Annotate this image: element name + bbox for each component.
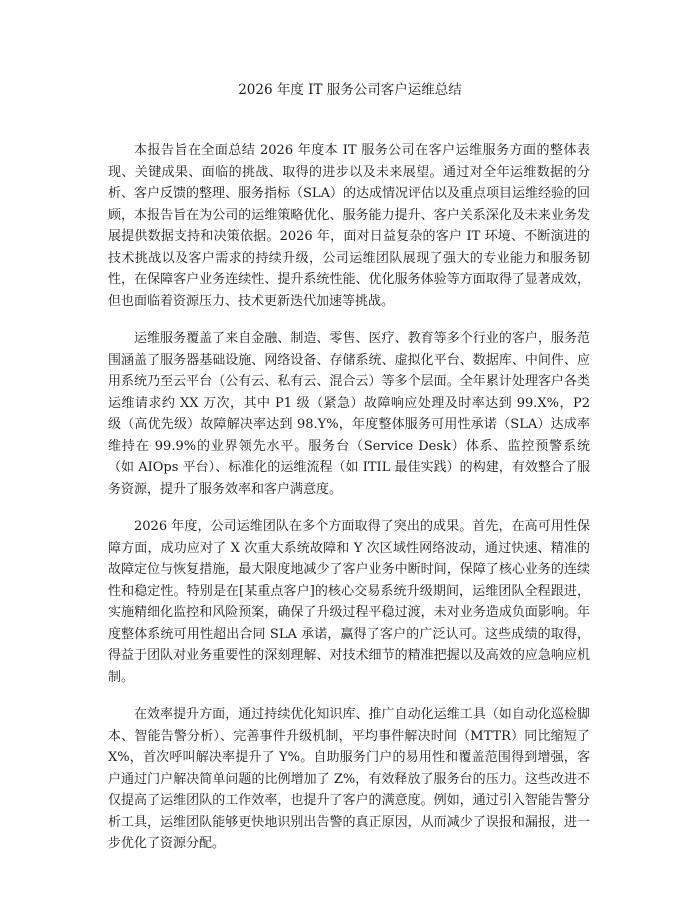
- document-body: [108, 140, 590, 871]
- paragraph-overview: 本报告旨在全面总结 2026 年度本 IT 服务公司在客户运维服务方面的整体表现、关键成果、面临的挑战、取得的进步以及未来展望。通过对全年运维数据的分析、客户反馈的整理、服务指标（SLA）的达成情况评估以及重点项目运维经验的回顾，本报告旨在为公司的运维策略优化、服务能力提升、客户关系深化及未来业务发展提供数据支持和决策依据。2026 年，面对日益复杂的客户 IT 环境、不断演进的技术挑战以及客户需求的持续升级，公司运维团队展现了强大的专业能力和服务韧性，在保障客户业务连续性、提升系统性能、优化服务体验等方面取得了显著成效，但也面临着资源压力、技术更新迭代加速等挑战。: [108, 143, 590, 309]
- paragraph-efficiency: 在效率提升方面，通过持续优化知识库、推广自动化运维工具（如自动化巡检脚本、智能告警分析）、完善事件升级机制，平均事件解决时间（MTTR）同比缩短了 X%，首次呼叫解决率提升了 Y%。自助服务门户的易用性和覆盖范围得到增强，客户通过门户解决简单问题的比例增加了 Z%，有效释放了服务台的压力。这些改进不仅提高了运维团队的工作效率，也提升了客户的满意度。例如，通过引入智能告警分析工具，运维团队能够更快地识别出告警的真正原因，从而减少了误报和漏报，进一步优化了资源分配。: [108, 707, 590, 851]
- paragraph-service-scope: 运维服务覆盖了来自金融、制造、零售、医疗、教育等多个行业的客户，服务范围涵盖了服务器基础设施、网络设备、存储系统、虚拟化平台、数据库、中间件、应用系统乃至云平台（公有云、私有云、混合云）等多个层面。全年累计处理客户各类运维请求约 XX 万次，其中 P1 级（紧急）故障响应处理及时率达到 99.X%，P2 级（高优先级）故障解决率达到 98.Y%，年度整体服务可用性承诺（SLA）达成率维持在 99.9%的业界领先水平。服务台（Service Desk）体系、监控预警系统（如 AIOps 平台）、标准化的运维流程（如 ITIL 最佳实践）的构建，有效整合了服务资源，提升了服务效率和客户满意度。: [108, 331, 590, 497]
- document-title: 2026 年度 IT 服务公司客户运维总结: [238, 82, 462, 98]
- paragraph-achievements: 2026 年度，公司运维团队在多个方面取得了突出的成果。首先，在高可用性保障方面，成功应对了 X 次重大系统故障和 Y 次区域性网络波动，通过快速、精准的故障定位与恢复措施，最大限度地减少了客户业务中断时间，保障了核心业务的连续性和稳定性。特别是在[某重点客户]的核心交易系统升级期间，运维团队全程跟进，实施精细化监控和风险预案，确保了升级过程平稳过渡，未对业务造成负面影响。年度整体系统可用性超出合同 SLA 承诺，赢得了客户的广泛认可。这些成绩的取得，得益于团队对业务重要性的深刻理解、对技术细节的精准把握以及高效的应急响应机制。: [108, 519, 590, 685]
